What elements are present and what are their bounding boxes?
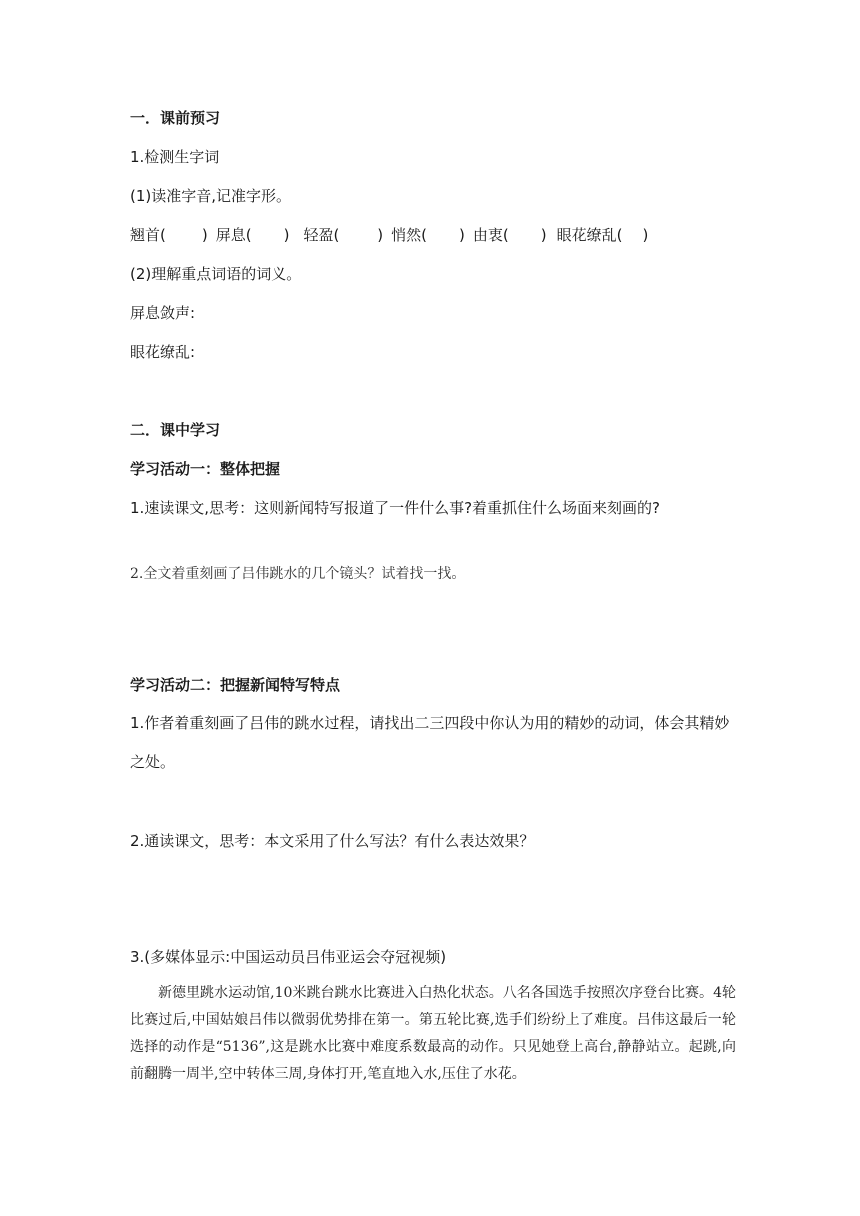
vocab-word: 翘首( bbox=[130, 226, 166, 244]
vocab-close: ) bbox=[642, 226, 649, 244]
preview-sub-1: (1)读准字音,记准字形。 bbox=[130, 187, 292, 205]
preview-item-1: 1.检测生字词 bbox=[130, 148, 220, 166]
vocab-close: ) bbox=[540, 226, 547, 244]
activity-1-question-1: 1.速读课文,思考：这则新闻特写报道了一件什么事?着重抓住什么场面来刻画的? bbox=[130, 499, 661, 517]
vocab-close: ) bbox=[283, 226, 290, 244]
vocab-close: ) bbox=[377, 226, 384, 244]
section-1-heading: 一．课前预习 bbox=[130, 109, 221, 127]
vocab-word: 悄然( bbox=[391, 226, 428, 244]
vocab-close: ) bbox=[459, 226, 465, 244]
preview-sub-2: (2)理解重点词语的词义。 bbox=[130, 265, 302, 283]
activity-2-question-1-line-2: 之处。 bbox=[130, 753, 176, 771]
diving-passage: 新德里跳水运动馆,10米跳台跳水比赛进入白热化状态。八名各国选手按照次序登台比赛。4轮比赛过后,中国姑娘吕伟以微弱优势排在第一。第五轮比赛,选手们纷纷上了难度。吕伟这最后一轮选择的动作是“5136”,这是跳水比赛中难度系数最高的动作。只见她登上高台,静静站立。起跳,向前翻腾一周半,空中转体三周,身体打开,笔直地入水,压住了水花。 bbox=[130, 985, 736, 1082]
vocab-word: 眼花缭乱( bbox=[556, 226, 623, 244]
vocab-word: 轻盈( bbox=[303, 226, 340, 244]
activity-2-question-3: 3.(多媒体显示:中国运动员吕伟亚运会夺冠视频) bbox=[130, 948, 447, 966]
vocab-word: 屏息( bbox=[215, 226, 252, 244]
term-2: 眼花缭乱: bbox=[130, 343, 196, 361]
term-1: 屏息敛声: bbox=[130, 304, 196, 322]
vocab-word: 由衷( bbox=[472, 226, 509, 244]
activity-2-question-1-line-1: 1.作者着重刻画了吕伟的跳水过程，请找出二三四段中你认为用的精妙的动词，体会其精妙 bbox=[130, 714, 730, 732]
activity-1-question-2: 2.全文着重刻画了吕伟跳水的几个镜头？试着找一找。 bbox=[130, 566, 466, 582]
activity-2-title: 学习活动二：把握新闻特写特点 bbox=[130, 676, 341, 694]
activity-2-question-2: 2.通读课文，思考：本文采用了什么写法？有什么表达效果？ bbox=[130, 832, 535, 850]
vocab-close: ) bbox=[201, 226, 208, 244]
vocab-blanks bbox=[130, 225, 648, 245]
section-2-heading: 二．课中学习 bbox=[130, 421, 221, 439]
activity-1-title: 学习活动一：整体把握 bbox=[130, 460, 281, 478]
